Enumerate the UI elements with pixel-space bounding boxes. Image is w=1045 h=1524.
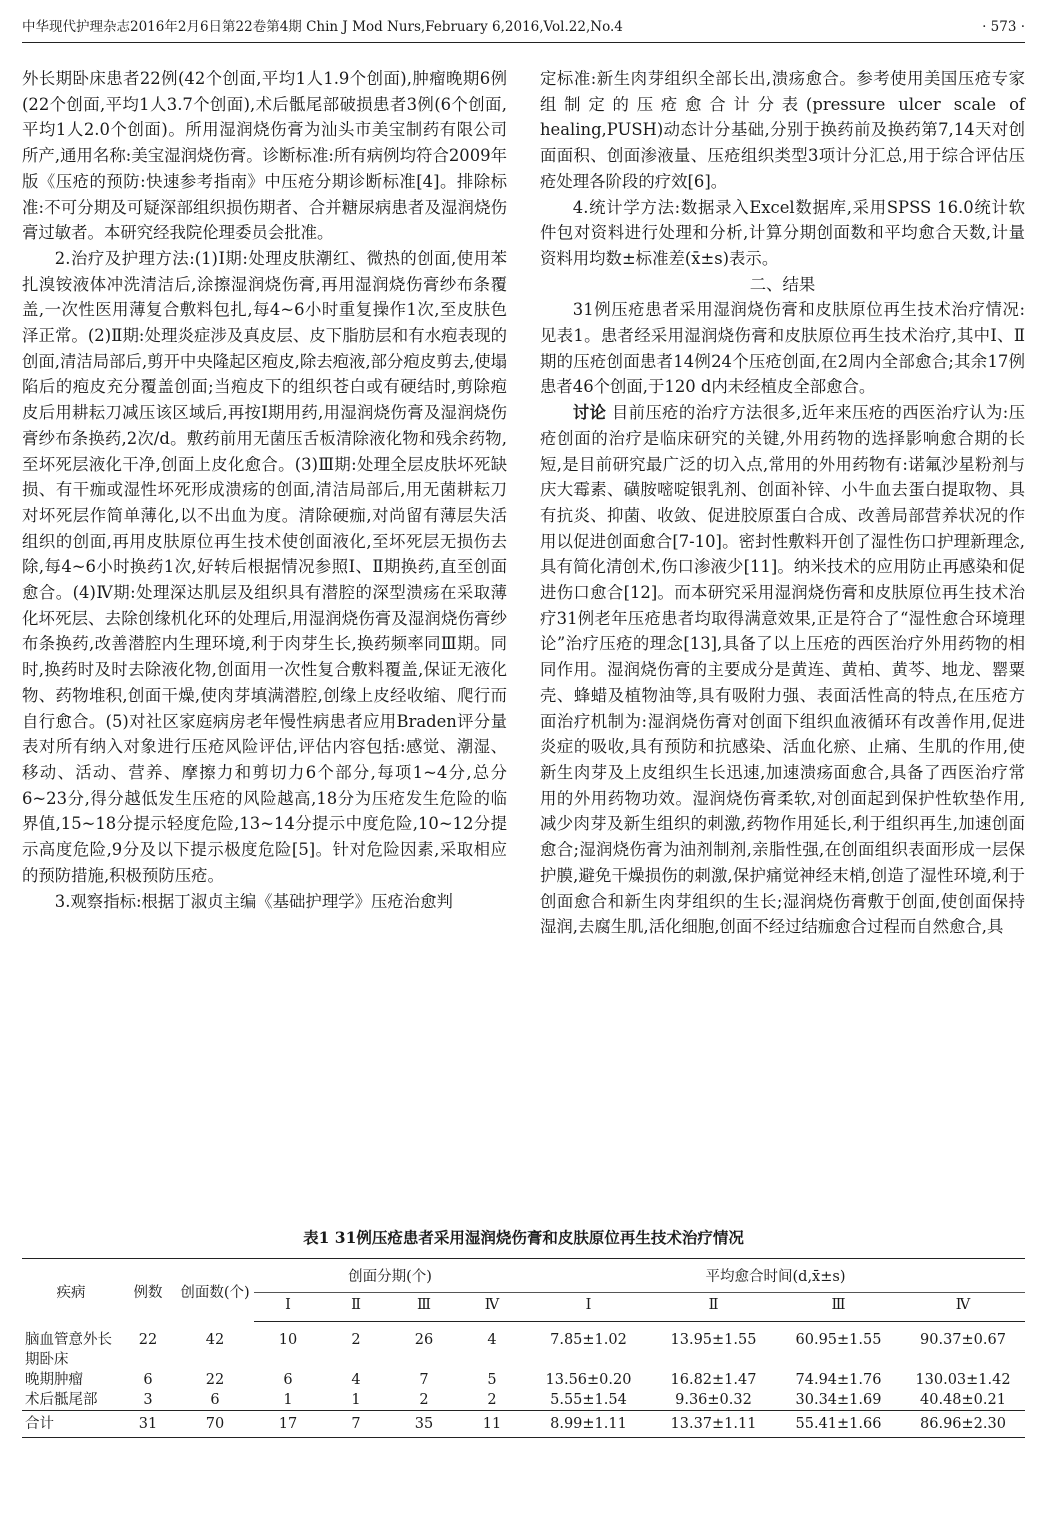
paragraph: 4.统计学方法:数据录入Excel数据库,采用SPSS 16.0统计软件包对资料进行处理和分析,计算分期创面数和平均愈合天数,计量资料用均数±标准差(x̄±s)表示。 xyxy=(540,197,1025,268)
cell-disease: 合计 xyxy=(22,1410,120,1437)
cell-stage-1: 1 xyxy=(283,1391,293,1408)
header-healing: 平均愈合时间(d,x̄±s) xyxy=(526,1259,1025,1293)
cell-stage-3: 35 xyxy=(390,1410,458,1437)
cell-stage-4: 4 xyxy=(487,1332,497,1348)
cell-heal-1: 13.56±0.20 xyxy=(545,1371,632,1388)
running-header xyxy=(22,12,1025,43)
header-stage-3: Ⅲ xyxy=(390,1293,458,1322)
header-staging: 创面分期(个) xyxy=(254,1259,526,1293)
cell-heal-3: 74.94±1.76 xyxy=(795,1371,882,1388)
cell-stage-2: 4 xyxy=(351,1371,361,1388)
cell-cases: 3 xyxy=(143,1391,153,1408)
header-disease: 疾病 xyxy=(22,1259,120,1322)
table-row xyxy=(22,1390,1025,1411)
cell-disease: 术后骶尾部 xyxy=(25,1391,98,1408)
section-heading: 二、结果 xyxy=(749,274,816,294)
discussion-paragraph xyxy=(540,400,1025,940)
page-number: · 573 · xyxy=(982,19,1025,35)
paragraph: 定标准:新生肉芽组织全部长出,溃疡愈合。参考使用美国压疮专家组制定的压疮愈合计分表(pressure ulcer scale of healing,PUSH)动态计分基础,分别于换药前及换药第7,14天对创面面积、创面渗液量、压疮组织类型3项计分汇总,用于综合评估压疮处理各阶段的疗效[6]。 xyxy=(540,69,1025,191)
cell-cases: 6 xyxy=(143,1371,153,1388)
cell-heal-3: 55.41±1.66 xyxy=(776,1410,901,1437)
cell-stage-3: 2 xyxy=(419,1391,429,1408)
cell-wounds: 42 xyxy=(205,1331,225,1348)
cell-cases: 22 xyxy=(138,1331,158,1348)
journal-citation: 中华现代护理杂志2016年2月6日第22卷第4期 Chin J Mod Nurs,February 6,2016,Vol.22,No.4 xyxy=(22,19,623,35)
paragraph: 3.观察指标:根据丁淑贞主编《基础护理学》压疮治愈判 xyxy=(54,891,453,911)
table-row xyxy=(22,1370,1025,1390)
cell-stage-2: 1 xyxy=(351,1391,361,1408)
cell-stage-3: 7 xyxy=(419,1371,429,1388)
cell-heal-4: 130.03±1.42 xyxy=(915,1371,1011,1388)
table-title: 表1 31例压疮患者采用湿润烧伤膏和皮肤原位再生技术治疗情况 xyxy=(303,1228,744,1247)
paragraph: 2.治疗及护理方法:(1)Ⅰ期:处理皮肤潮红、微热的创面,使用苯扎溴铵液体冲洗清洁后,涂擦湿润烧伤膏,再用湿润烧伤膏纱布条覆盖,一次性医用薄复合敷料包扎,每4~6小时重复操作1次,至皮肤色泽正常。(2)Ⅱ期:处理炎症涉及真皮层、皮下脂肪层和有水疱表现的创面,清洁局部后,剪开中央隆起区疱皮,除去疱液,部分疱皮剪去,使塌陷后的疱皮充分覆盖创面;当疱皮下的组织苍白或有硬结时,剪除疱皮后用耕耘刀减压该区域后,再按Ⅰ期用药,用湿润烧伤膏及湿润烧伤膏纱布条换药,2次/d。敷药前用无菌压舌板清除液化物和残余药物,至坏死层液化干净,创面上皮化愈合。(3)Ⅲ期:处理全层皮肤坏死缺损、有干痂或湿性坏死形成溃疡的创面,清洁局部后,用无菌耕耘刀对坏死层作简单薄化,以不出血为度。清除硬痂,对尚留有薄层失活组织的创面,再用皮肤原位再生技术使创面液化,至坏死层无损伤去除,每4~6小时换药1次,好转后根据情况参照Ⅰ、Ⅱ期换药,直至创面愈合。(4)Ⅳ期:处理深达肌层及组织具有潜腔的深型溃疡在采取薄化坏死层、去除创缘机化环的处理后,用湿润烧伤膏及湿润烧伤膏纱布条换药,改善潜腔内生理环境,利于肉芽生长,换药频率同Ⅲ期。同时,换药时及时去除液化物,创面用一次性复合敷料覆盖,保证无液化物、药物堆积,创面干燥,使肉芽填满潜腔,创缘上皮经收缩、爬行而自行愈合。(5)对社区家庭病房老年慢性病患者应用Braden评分量表对所有纳入对象进行压疮风险评估,评估内容包括:感觉、潮湿、移动、活动、营养、摩擦力和剪切力6个部分,每项1~4分,总分6~23分,得分越低发生压疮的风险越高,18分为压疮发生危险的临界值,15~18分提示轻度危险,13~14分提示中度危险,10~12分提示高度危险,9分及以下提示极度危险[5]。针对危险因素,采取相应的预防措施,积极预防压疮。 xyxy=(22,248,507,885)
header-wounds: 创面数(个) xyxy=(176,1259,254,1322)
cell-disease: 脑血管意外长期卧床 xyxy=(25,1331,112,1368)
cell-heal-3: 30.34±1.69 xyxy=(795,1391,882,1408)
cell-stage-2: 2 xyxy=(351,1332,361,1348)
cell-stage-4: 5 xyxy=(487,1371,497,1388)
cell-stage-2: 7 xyxy=(322,1410,390,1437)
cell-heal-2: 9.36±0.32 xyxy=(675,1391,752,1408)
cell-heal-2: 13.95±1.55 xyxy=(670,1332,757,1348)
header-heal-stage-4: Ⅳ xyxy=(901,1293,1025,1322)
left-column xyxy=(22,66,507,914)
cell-heal-1: 8.99±1.11 xyxy=(526,1410,651,1437)
cell-heal-1: 7.85±1.02 xyxy=(550,1332,627,1348)
cell-wounds: 6 xyxy=(210,1391,220,1408)
right-column xyxy=(540,66,1025,940)
cell-heal-4: 90.37±0.67 xyxy=(920,1332,1006,1348)
table-row xyxy=(22,1322,1025,1370)
paragraph: 外长期卧床患者22例(42个创面,平均1人1.9个创面),肿瘤晚期6例(22个创面,平均1人3.7个创面),术后骶尾部破损患者3例(6个创面,平均1人2.0个创面)。所用湿润烧伤膏为汕头市美宝制药有限公司所产,通用名称:美宝湿润烧伤膏。诊断标准:所有病例均符合2009年版《压疮的预防:快速参考指南》中压疮分期诊断标准[4]。排除标准:不可分期及可疑深部组织损伤期者、合并糖尿病患者及湿润烧伤膏过敏者。本研究经我院伦理委员会批准。 xyxy=(22,69,507,243)
paragraph: 31例压疮患者采用湿润烧伤膏和皮肤原位再生技术治疗情况:见表1。患者经采用湿润烧伤膏和皮肤原位再生技术治疗,其中Ⅰ、Ⅱ期的压疮创面患者14例24个压疮创面,在2周内全部愈合;其余17例患者46个创面,于120 d内未经植皮全部愈合。 xyxy=(540,300,1025,397)
header-cases: 例数 xyxy=(120,1259,176,1322)
header-heal-stage-2: Ⅱ xyxy=(651,1293,776,1322)
cell-heal-4: 86.96±2.30 xyxy=(901,1410,1025,1437)
discussion-text: 目前压疮的治疗方法很多,近年来压疮的西医治疗认为:压疮创面的治疗是临床研究的关键,外用药物的选择影响愈合期的长短,是目前研究最广泛的切入点,常用的外用药物有:诺氟沙星粉剂与庆大霉素、磺胺嘧啶银乳剂、创面补锌、小牛血去蛋白提取物、具有抗炎、抑菌、收敛、促进胶原蛋白合成、改善局部营养状况的作用以促进创面愈合[7-10]。密封性敷料开创了湿性伤口护理新理念,具有简化清创术,伤口渗液少[11]。纳米技术的应用防止再感染和促进伤口愈合[12]。而本研究采用湿润烧伤膏和皮肤原位再生技术治疗31例老年压疮患者均取得满意效果,正是符合了“湿性愈合环境理论”治疗压疮的理念[13],具备了以上压疮的西医治疗外用药物的相同作用。湿润烧伤膏的主要成分是黄连、黄柏、黄芩、地龙、罂粟壳、蜂蜡及植物油等,具有吸附力强、表面活性高的特点,在压疮方面治疗机制为:湿润烧伤膏对创面下组织血液循环有改善作用,促进炎症的吸收,具有预防和抗感染、活血化瘀、止痛、生肌的作用,使新生肉芽及上皮组织生长迅速,加速溃疡面愈合,具备了西医治疗常用的外用药物功效。湿润烧伤膏柔软,对创面起到保护性软垫作用,减少肉芽及新生组织的刺激,药物作用延长,利于组织再生,加速创面愈合;湿润烧伤膏为油剂制剂,亲脂性强,在创面组织表面形成一层保护膜,避免干燥损伤的刺激,保护痛觉神经末梢,创造了湿性环境,利于创面愈合和新生肉芽组织的生长;湿润烧伤膏敷于创面,使创面保持湿润,去腐生肌,活化细胞,创面不经过结痂愈合过程而自然愈合,具 xyxy=(540,403,1026,937)
cell-cases: 31 xyxy=(120,1410,176,1437)
header-stage-2: Ⅱ xyxy=(322,1293,390,1322)
header-heal-stage-3: Ⅲ xyxy=(776,1293,901,1322)
cell-wounds: 70 xyxy=(176,1410,254,1437)
cell-stage-1: 6 xyxy=(283,1371,293,1388)
cell-wounds: 22 xyxy=(205,1371,225,1388)
cell-heal-2: 16.82±1.47 xyxy=(670,1371,757,1388)
header-stage-4: Ⅳ xyxy=(458,1293,526,1322)
cell-stage-1: 17 xyxy=(254,1410,322,1437)
cell-stage-4: 11 xyxy=(458,1410,526,1437)
header-stage-1: Ⅰ xyxy=(254,1293,322,1322)
cell-stage-4: 2 xyxy=(487,1391,497,1408)
cell-disease: 晚期肿瘤 xyxy=(25,1371,83,1388)
results-table xyxy=(22,1258,1025,1438)
cell-heal-2: 13.37±1.11 xyxy=(651,1410,776,1437)
discussion-label: 讨论 xyxy=(572,403,607,423)
cell-stage-1: 10 xyxy=(278,1332,298,1348)
table-total-row xyxy=(22,1410,1025,1437)
cell-heal-4: 40.48±0.21 xyxy=(920,1391,1006,1408)
header-heal-stage-1: Ⅰ xyxy=(526,1293,651,1322)
cell-stage-3: 26 xyxy=(414,1332,434,1348)
cell-heal-1: 5.55±1.54 xyxy=(550,1391,627,1408)
cell-heal-3: 60.95±1.55 xyxy=(795,1332,882,1348)
